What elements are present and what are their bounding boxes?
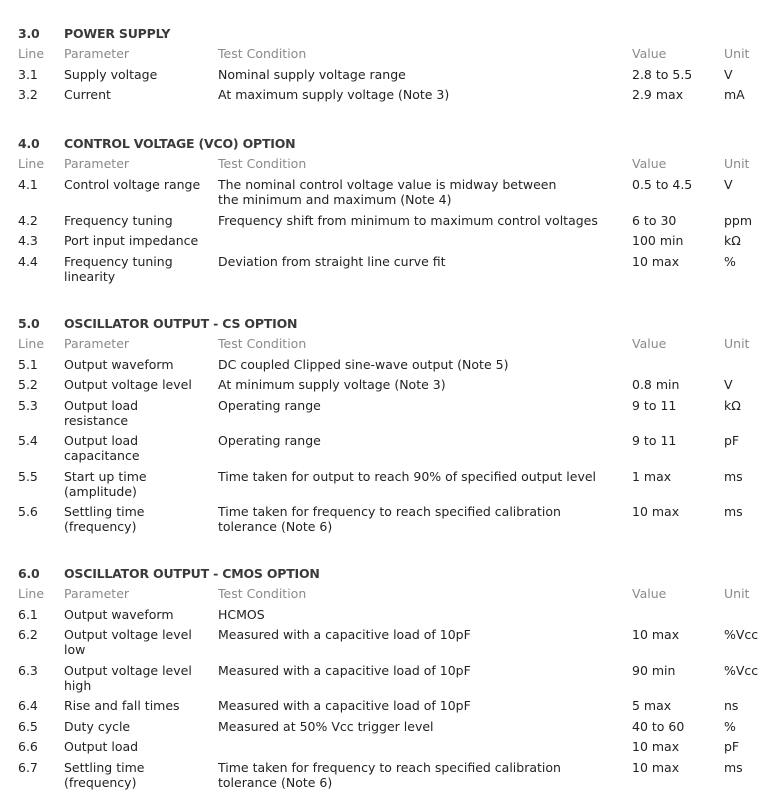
- row-unit: V: [724, 67, 733, 82]
- row-condition: Time taken for output to reach 90% of specified output level: [218, 469, 597, 484]
- section-power-supply: [0, 26, 773, 107]
- table-row: [0, 87, 773, 107]
- section-title: CONTROL VOLTAGE (VCO) OPTION: [64, 136, 296, 151]
- header-value: Value: [632, 156, 667, 171]
- row-value: 0.8 min: [632, 377, 680, 392]
- section-number: 5.0: [18, 316, 40, 331]
- section-title-row: [0, 566, 773, 586]
- row-condition: Deviation from straight line curve fit: [218, 254, 446, 269]
- row-value: 40 to 60: [632, 719, 685, 734]
- section-title: OSCILLATOR OUTPUT - CS OPTION: [64, 316, 298, 331]
- row-value: 90 min: [632, 663, 676, 678]
- table-row: [0, 663, 773, 698]
- section-number: 4.0: [18, 136, 40, 151]
- row-value: 0.5 to 4.5: [632, 177, 693, 192]
- row-value: 6 to 30: [632, 213, 677, 228]
- header-value: Value: [632, 336, 667, 351]
- row-unit: ms: [724, 760, 743, 775]
- row-parameter: Rise and fall times: [64, 698, 180, 713]
- table-row: [0, 719, 773, 739]
- row-parameter: Output voltage level: [64, 377, 192, 392]
- row-line: 6.2: [18, 627, 38, 642]
- row-line: 6.1: [18, 607, 38, 622]
- table-row: [0, 213, 773, 233]
- row-value: 9 to 11: [632, 433, 677, 448]
- table-row: [0, 698, 773, 719]
- table-row: [0, 607, 773, 627]
- section-title-row: [0, 26, 773, 46]
- row-condition: Operating range: [218, 398, 321, 413]
- row-value: 10 max: [632, 504, 680, 519]
- row-condition: Operating range: [218, 433, 321, 448]
- row-condition: Time taken for frequency to reach specified calibration tolerance (Note 6): [218, 760, 561, 790]
- header-parameter: Parameter: [64, 156, 130, 171]
- header-value: Value: [632, 46, 667, 61]
- row-line: 5.4: [18, 433, 38, 448]
- header-condition: Test Condition: [218, 336, 307, 351]
- row-line: 6.6: [18, 739, 38, 754]
- row-value: 2.8 to 5.5: [632, 67, 693, 82]
- row-parameter: Settling time (frequency): [64, 504, 145, 534]
- column-header-row: [0, 156, 773, 177]
- row-value: 1 max: [632, 469, 672, 484]
- row-parameter: Supply voltage: [64, 67, 158, 82]
- row-line: 4.2: [18, 213, 38, 228]
- row-condition: The nominal control voltage value is midway between the minimum and maximum (Note 4): [218, 177, 557, 207]
- table-row: [0, 254, 773, 290]
- row-line: 5.2: [18, 377, 38, 392]
- header-unit: Unit: [724, 336, 750, 351]
- row-line: 6.7: [18, 760, 38, 775]
- header-line: Line: [18, 336, 45, 351]
- row-line: 3.2: [18, 87, 38, 102]
- row-unit: kΩ: [724, 398, 741, 413]
- row-condition: At maximum supply voltage (Note 3): [218, 87, 450, 102]
- column-header-row: [0, 46, 773, 67]
- row-condition: DC coupled Clipped sine-wave output (Note 5): [218, 357, 509, 372]
- row-condition: At minimum supply voltage (Note 3): [218, 377, 446, 392]
- row-value: 9 to 11: [632, 398, 677, 413]
- row-parameter: Output load: [64, 739, 139, 754]
- row-unit: V: [724, 377, 733, 392]
- row-value: 10 max: [632, 760, 680, 775]
- header-condition: Test Condition: [218, 46, 307, 61]
- row-unit: V: [724, 177, 733, 192]
- row-unit: ms: [724, 469, 743, 484]
- row-unit: %: [724, 719, 736, 734]
- row-value: 100 min: [632, 233, 684, 248]
- row-unit: mA: [724, 87, 745, 102]
- row-value: 10 max: [632, 627, 680, 642]
- header-value: Value: [632, 586, 667, 601]
- row-parameter: Settling time (frequency): [64, 760, 145, 790]
- header-parameter: Parameter: [64, 46, 130, 61]
- section-number: 3.0: [18, 26, 40, 41]
- row-line: 4.3: [18, 233, 38, 248]
- row-line: 5.5: [18, 469, 38, 484]
- row-parameter: Frequency tuning linearity: [64, 254, 173, 284]
- row-line: 4.4: [18, 254, 38, 269]
- section-control-voltage: [0, 136, 773, 290]
- row-unit: ppm: [724, 213, 753, 228]
- section-title: OSCILLATOR OUTPUT - CMOS OPTION: [64, 566, 320, 581]
- row-condition: Time taken for frequency to reach specified calibration tolerance (Note 6): [218, 504, 561, 534]
- table-row: [0, 233, 773, 254]
- section-cmos-output: [0, 566, 773, 796]
- header-line: Line: [18, 46, 45, 61]
- row-parameter: Control voltage range: [64, 177, 201, 192]
- header-parameter: Parameter: [64, 336, 130, 351]
- header-line: Line: [18, 586, 45, 601]
- row-parameter: Output waveform: [64, 357, 174, 372]
- row-value: 5 max: [632, 698, 672, 713]
- table-row: [0, 433, 773, 469]
- row-line: 4.1: [18, 177, 38, 192]
- column-header-row: [0, 586, 773, 607]
- row-condition: HCMOS: [218, 607, 265, 622]
- row-line: 6.5: [18, 719, 38, 734]
- table-row: [0, 504, 773, 540]
- row-unit: ms: [724, 504, 743, 519]
- header-unit: Unit: [724, 156, 750, 171]
- table-row: [0, 739, 773, 760]
- row-line: 5.3: [18, 398, 38, 413]
- row-parameter: Current: [64, 87, 111, 102]
- row-condition: Nominal supply voltage range: [218, 67, 406, 82]
- table-row: [0, 357, 773, 377]
- row-condition: Measured with a capacitive load of 10pF: [218, 627, 471, 642]
- row-line: 3.1: [18, 67, 38, 82]
- header-parameter: Parameter: [64, 586, 130, 601]
- row-condition: Measured with a capacitive load of 10pF: [218, 698, 471, 713]
- section-title: POWER SUPPLY: [64, 26, 171, 41]
- table-row: [0, 469, 773, 504]
- header-condition: Test Condition: [218, 586, 307, 601]
- table-row: [0, 398, 773, 433]
- row-parameter: Start up time (amplitude): [64, 469, 147, 499]
- row-parameter: Output load capacitance: [64, 433, 140, 463]
- row-value: 10 max: [632, 254, 680, 269]
- section-number: 6.0: [18, 566, 40, 581]
- row-parameter: Output waveform: [64, 607, 174, 622]
- row-unit: %Vcc: [724, 663, 759, 678]
- row-parameter: Port input impedance: [64, 233, 199, 248]
- row-line: 6.4: [18, 698, 38, 713]
- row-line: 5.1: [18, 357, 38, 372]
- row-unit: pF: [724, 433, 740, 448]
- row-unit: %: [724, 254, 736, 269]
- row-condition: Frequency shift from minimum to maximum control voltages: [218, 213, 598, 228]
- header-condition: Test Condition: [218, 156, 307, 171]
- row-unit: pF: [724, 739, 740, 754]
- table-row: [0, 177, 773, 213]
- row-unit: ns: [724, 698, 739, 713]
- row-parameter: Output voltage level high: [64, 663, 192, 693]
- row-value: 2.9 max: [632, 87, 684, 102]
- table-row: [0, 627, 773, 663]
- row-parameter: Duty cycle: [64, 719, 131, 734]
- table-row: [0, 67, 773, 87]
- row-line: 6.3: [18, 663, 38, 678]
- row-parameter: Output voltage level low: [64, 627, 192, 657]
- column-header-row: [0, 336, 773, 357]
- row-unit: %Vcc: [724, 627, 759, 642]
- section-cs-output: [0, 316, 773, 540]
- row-parameter: Frequency tuning: [64, 213, 173, 228]
- table-row: [0, 377, 773, 398]
- row-unit: kΩ: [724, 233, 741, 248]
- header-unit: Unit: [724, 586, 750, 601]
- header-unit: Unit: [724, 46, 750, 61]
- row-value: 10 max: [632, 739, 680, 754]
- header-line: Line: [18, 156, 45, 171]
- row-line: 5.6: [18, 504, 38, 519]
- table-row: [0, 760, 773, 796]
- row-condition: Measured with a capacitive load of 10pF: [218, 663, 471, 678]
- section-title-row: [0, 136, 773, 156]
- section-title-row: [0, 316, 773, 336]
- row-condition: Measured at 50% Vcc trigger level: [218, 719, 434, 734]
- row-parameter: Output load resistance: [64, 398, 139, 428]
